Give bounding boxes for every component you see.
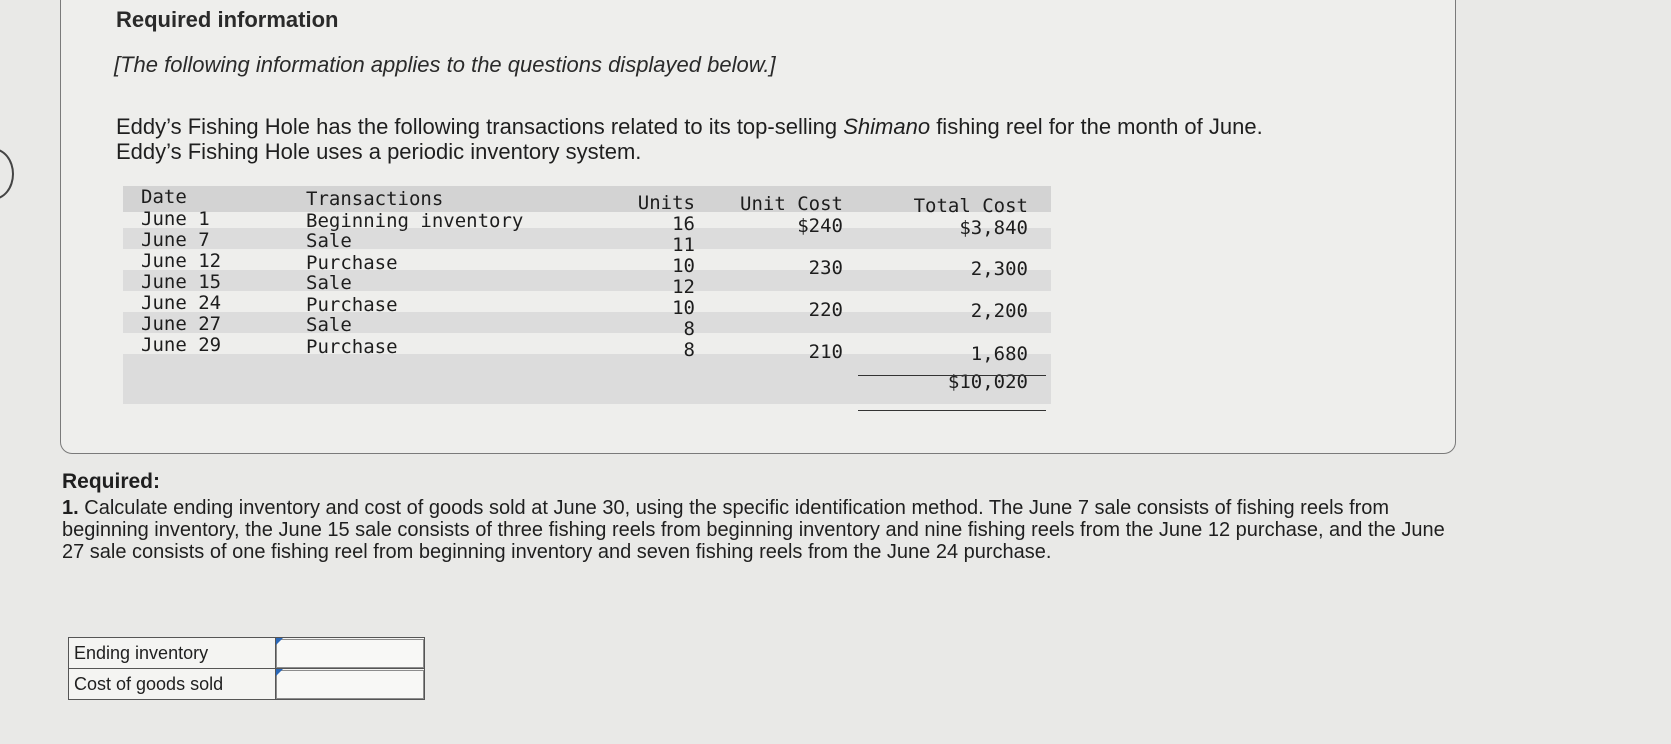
header-date: Date: [141, 186, 187, 208]
brand-name: Shimano: [843, 114, 931, 139]
ending-inventory-input[interactable]: [276, 639, 424, 668]
row-date: June 1: [141, 208, 210, 230]
required-question: [62, 497, 1457, 563]
row-units: 12: [672, 276, 695, 298]
intro-line2: Eddy’s Fishing Hole uses a periodic inventory system.: [116, 139, 642, 164]
row-date: June 15: [141, 271, 222, 293]
required-heading: Required:: [62, 470, 161, 493]
row-transaction: Purchase: [306, 336, 398, 358]
row-total-cost: 2,300: [970, 258, 1028, 280]
cost-of-goods-sold-cell[interactable]: [275, 669, 424, 700]
transactions-table: [123, 186, 1051, 404]
intro-text: [116, 114, 1416, 164]
row-unit-cost: 210: [808, 341, 843, 363]
row-total-cost: 2,200: [970, 300, 1028, 322]
row-unit-cost: $240: [797, 215, 843, 237]
row-transaction: Beginning inventory: [306, 210, 524, 232]
row-unit-cost: 230: [808, 257, 843, 279]
header-total-cost: Total Cost: [913, 195, 1028, 217]
grand-total: $10,020: [947, 371, 1028, 393]
row-transaction: Purchase: [306, 294, 398, 316]
row-units: 10: [672, 255, 695, 277]
intro-line1-end: fishing reel for the month of June.: [936, 114, 1263, 139]
row-date: June 24: [141, 292, 222, 314]
row-units: 8: [683, 339, 695, 361]
cost-of-goods-sold-label: Cost of goods sold: [69, 669, 276, 700]
row-date: June 7: [141, 229, 210, 251]
applies-note: [The following information applies to the questions displayed below.]: [114, 52, 776, 77]
row-transaction: Sale: [306, 314, 352, 336]
row-total-cost: 1,680: [970, 343, 1028, 365]
intro-line1-start: Eddy’s Fishing Hole has the following transactions related to its top-selling: [116, 114, 838, 139]
page-title: Required information: [116, 7, 339, 32]
row-units: 8: [683, 318, 695, 340]
header-transactions: Transactions: [306, 188, 444, 210]
answer-table: [68, 637, 425, 700]
row-transaction: Sale: [306, 230, 352, 252]
total-rule: [858, 410, 1046, 411]
input-flag-icon: [276, 669, 283, 676]
row-units: 10: [672, 297, 695, 319]
subtotal-rule: [858, 375, 1046, 376]
row-transaction: Purchase: [306, 252, 398, 274]
table-row: [69, 638, 425, 669]
question-number: 1.: [62, 497, 79, 519]
header-units: Units: [637, 192, 695, 214]
question-text: Calculate ending inventory and cost of goods sold at June 30, using the specific identification method. The June 7 sale consists of fishing reels from beginning inventory, the June 15 sale consists of three fishing reels from beginning inventory and nine fishing reels from the June 12 purchase, and the June 27 sale consists of one fishing reel from beginning inventory and seven fishing reels from the June 24 purchase.: [62, 497, 1445, 563]
row-units: 11: [672, 234, 695, 256]
ending-inventory-label: Ending inventory: [69, 638, 276, 669]
row-date: June 29: [141, 334, 222, 356]
cost-of-goods-sold-input[interactable]: [276, 670, 424, 699]
row-total-cost: $3,840: [959, 217, 1028, 239]
collapse-circle-icon[interactable]: [0, 148, 14, 200]
row-unit-cost: 220: [808, 299, 843, 321]
row-units: 16: [672, 213, 695, 235]
row-transaction: Sale: [306, 272, 352, 294]
row-date: June 27: [141, 313, 222, 335]
table-row: [69, 669, 425, 700]
input-flag-icon: [276, 638, 283, 645]
header-unit-cost: Unit Cost: [740, 193, 843, 215]
row-date: June 12: [141, 250, 222, 272]
ending-inventory-cell[interactable]: [275, 638, 424, 669]
